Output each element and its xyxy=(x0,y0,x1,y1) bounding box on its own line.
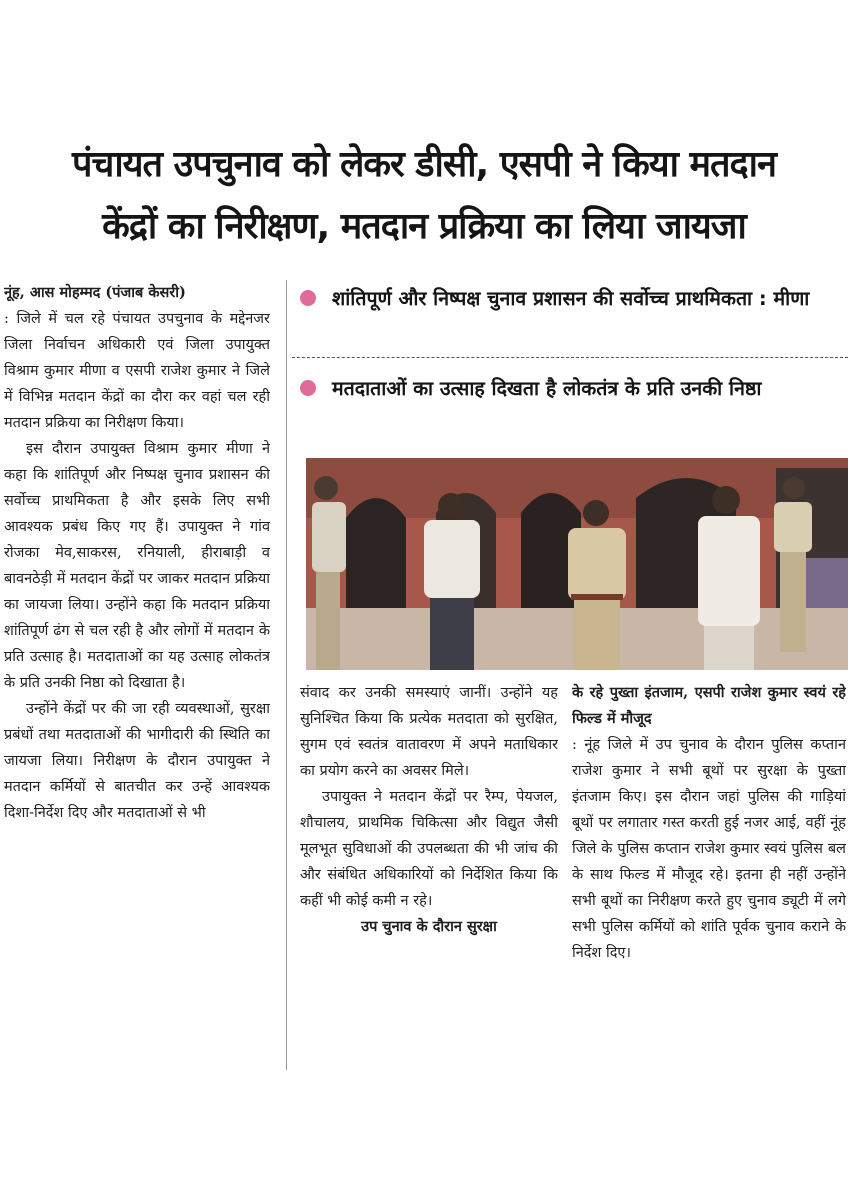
news-photo xyxy=(306,458,848,670)
highlight-text: शांतिपूर्ण और निष्पक्ष चुनाव प्रशासन की सर्वोच्च प्राथमिकता : मीणा xyxy=(332,287,810,310)
article-paragraph: उपायुक्त ने मतदान केंद्रों पर रैम्प, पेयजल, शौचालय, प्राथमिक चिकित्सा और विद्युत जैसी मूलभूत सुविधाओं की उपलब्धता की भी जांच की और संबंधित अधिकारियों को निर्देशित किया कि कहीं भी कोई कमी न रहे। xyxy=(300,789,558,909)
article-paragraph: : नूंह जिले में उप चुनाव के दौरान पुलिस कप्तान राजेश कुमार ने सभी बूथों पर सुरक्षा के पुख्ता इंतजाम किए। इस दौरान जहां पुलिस की गाड़ियां बूथों पर लगातार गस्त करती हुई नजर आई, वहीं नूंह जिले के पुलिस कप्तान राजेश कुमार स्वयं पुलिस बल के साथ फिल्ड में मौजूद रहे। इतना ही नहीं उन्होंने सभी बूथों का निरीक्षण करते हुए चुनाव ड्यूटी में लगे सभी पुलिस कर्मियों को शांति पूर्वक चुनाव कराने के निर्देश दिए। xyxy=(572,737,846,961)
highlight-item xyxy=(300,370,848,408)
article-paragraph: : जिले में चल रहे पंचायत उपचुनाव के मद्देनजर जिला निर्वाचन अधिकारी एवं जिला उपायुक्त विश्राम कुमार मीणा व एसपी राजेश कुमार ने जिले में विभिन्न मतदान केंद्रों का दौरा कर वहां चल रही मतदान प्रक्रिया का निरीक्षण किया। xyxy=(4,311,270,431)
article-paragraph: इस दौरान उपायुक्त विश्राम कुमार मीणा ने कहा कि शांतिपूर्ण और निष्पक्ष चुनाव प्रशासन की सर्वोच्च प्राथमिकता है और इसके लिए सभी आवश्यक प्रबंध किए गए हैं। उपायुक्त ने गांव रोजका मेव,साकरस, रनियाली, हीराबाड़ी व बावनठेड़ी में मतदान केंद्रों पर जाकर मतदान प्रक्रिया का जायजा लिया। उन्होंने कहा कि मतदान प्रक्रिया शांतिपूर्ण ढंग से चल रही है और लोगों में मतदान के प्रति उत्साह है। मतदाताओं का यह उत्साह लोकतंत्र के प्रति उनकी निष्ठा को दिखाता है। xyxy=(4,441,270,691)
article-column-2 xyxy=(300,680,558,1080)
article-paragraph: उन्होंने केंद्रों पर की जा रही व्यवस्थाओं, सुरक्षा प्रबंधों तथा मतदाताओं की भागीदारी की स्थिति का जायजा लिया। निरीक्षण के दौरान उपायुक्त ने मतदान कर्मियों से बातचीत कर उन्हें आवश्यक दिशा-निर्देश दिए और मतदाताओं से भी xyxy=(4,701,270,821)
column-divider xyxy=(286,280,287,1070)
dashed-divider xyxy=(292,357,848,358)
headline-line-1: पंचायत उपचुनाव को लेकर डीसी, एसपी ने किया मतदान xyxy=(72,144,776,185)
headline-line-2: केंद्रों का निरीक्षण, मतदान प्रक्रिया का लिया जायजा xyxy=(102,206,746,247)
photo-illustration xyxy=(306,458,848,670)
article-column-1 xyxy=(4,280,270,1070)
highlight-text: मतदाताओं का उत्साह दिखता है लोकतंत्र के प्रति उनकी निष्ठा xyxy=(332,377,762,400)
highlight-item xyxy=(300,280,848,318)
article-column-3 xyxy=(572,680,846,1080)
article-subhead: उप चुनाव के दौरान सुरक्षा xyxy=(361,918,497,935)
article-paragraph: संवाद कर उनकी समस्याएं जानीं। उन्होंने यह सुनिश्चित किया कि प्रत्येक मतदाता को सुरक्षित, सुगम एवं स्वतंत्र वातावरण में अपने मताधिकार का प्रयोग करने का अवसर मिले। xyxy=(300,685,558,779)
article-subhead: के रहे पुख्ता इंतजाम, एसपी राजेश कुमार स्वयं रहे फिल्ड में मौजूद xyxy=(572,684,846,727)
bullet-dot-icon xyxy=(300,290,316,306)
bullet-dot-icon xyxy=(300,380,316,396)
article-dateline: नूंह, आस मोहम्मद (पंजाब केसरी) xyxy=(4,284,186,301)
